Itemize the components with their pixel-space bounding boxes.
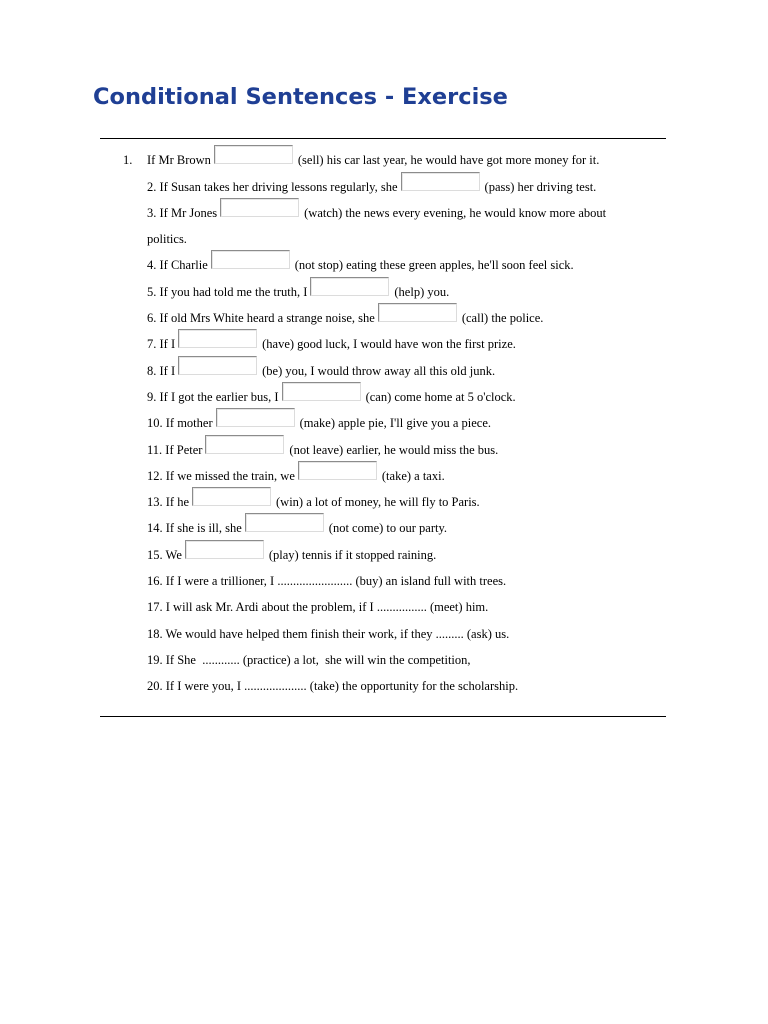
sentence-start: 15. We (147, 547, 182, 562)
sentence-end: (can) come home at 5 o'clock. (365, 389, 516, 404)
exercise-item-8 (147, 353, 662, 379)
exercise-item-9 (147, 380, 662, 406)
exercise-item-15 (147, 537, 662, 563)
answer-input-13[interactable] (192, 487, 271, 506)
sentence-start: 13. If he (147, 495, 189, 510)
answer-input-7[interactable] (178, 329, 257, 348)
page-title: Conditional Sentences - Exercise (93, 84, 508, 110)
exercise-item-5 (147, 274, 662, 300)
exercise-item-16 (147, 564, 662, 590)
sentence-start: 10. If mother (147, 416, 213, 431)
sentence-start: 14. If she is ill, she (147, 521, 242, 536)
exercise-item-17 (147, 590, 662, 616)
sentence-continuation: politics. (147, 232, 187, 247)
answer-input-1[interactable] (214, 145, 293, 164)
sentence-text: 18. We would have helped them finish their work, if they ......... (ask) us. (147, 626, 510, 641)
exercise-item-12 (147, 459, 662, 485)
exercise-item-4 (147, 248, 662, 274)
sentence-end: (sell) his car last year, he would have got more money for it. (297, 153, 600, 168)
exercise-item-7 (147, 327, 662, 353)
exercise-item-3-continuation (147, 222, 662, 248)
answer-input-11[interactable] (205, 435, 284, 454)
sentence-start: 5. If you had told me the truth, I (147, 284, 308, 299)
bottom-divider (100, 716, 666, 717)
sentence-end: (take) a taxi. (381, 468, 445, 483)
exercise-item-19 (147, 643, 662, 669)
exercise-item-11 (147, 432, 662, 458)
sentence-text: 20. If I were you, I .................... (take) the opportunity for the scholarship. (147, 679, 519, 694)
exercise-item-18 (147, 616, 662, 642)
sentence-start: 8. If I (147, 363, 176, 378)
sentence-end: (not leave) earlier, he would miss the bus. (289, 442, 499, 457)
sentence-end: (win) a lot of money, he will fly to Paris. (276, 495, 480, 510)
sentence-start: 9. If I got the earlier bus, I (147, 389, 279, 404)
sentence-start: 6. If old Mrs White heard a strange noise, she (147, 311, 375, 326)
sentence-start: 4. If Charlie (147, 258, 208, 273)
sentence-start: 11. If Peter (147, 442, 203, 457)
sentence-start: 3. If Mr Jones (147, 205, 218, 220)
answer-input-15[interactable] (185, 540, 264, 559)
sentence-end: (be) you, I would throw away all this old junk. (262, 363, 496, 378)
sentence-end: (play) tennis if it stopped raining. (268, 547, 437, 562)
answer-input-2[interactable] (401, 172, 480, 191)
sentence-end: (watch) the news every evening, he would know more about (304, 205, 607, 220)
exercise-item-14 (147, 511, 662, 537)
sentence-end: (help) you. (394, 284, 450, 299)
top-divider (100, 138, 666, 139)
sentence-start: 12. If we missed the train, we (147, 468, 295, 483)
sentence-end: (not stop) eating these green apples, he'll soon feel sick. (294, 258, 574, 273)
exercise-item-20 (147, 669, 662, 695)
sentence-text: 19. If She ............ (practice) a lot, she will win the competition, (147, 652, 471, 667)
sentence-text: 17. I will ask Mr. Ardi about the problem, if I ................ (meet) him. (147, 600, 489, 615)
answer-input-10[interactable] (216, 408, 295, 427)
answer-input-4[interactable] (211, 250, 290, 269)
sentence-end: (pass) her driving test. (484, 179, 597, 194)
answer-input-12[interactable] (298, 461, 377, 480)
exercise-item-6 (147, 301, 662, 327)
answer-input-9[interactable] (282, 382, 361, 401)
exercise-item-2 (147, 169, 662, 195)
exercise-item-13 (147, 485, 662, 511)
sentence-end: (not come) to our party. (328, 521, 448, 536)
answer-input-14[interactable] (245, 513, 324, 532)
exercise-item-1 (123, 143, 662, 169)
answer-input-8[interactable] (178, 356, 257, 375)
sentence-start: 7. If I (147, 337, 176, 352)
sentence-end: (call) the police. (461, 311, 544, 326)
sentence-end: (have) good luck, I would have won the first prize. (262, 337, 516, 352)
answer-input-3[interactable] (220, 198, 299, 217)
sentence-start: If Mr Brown (147, 153, 211, 168)
sentence-start: 2. If Susan takes her driving lessons regularly, she (147, 179, 398, 194)
exercise-item-10 (147, 406, 662, 432)
item-number: 1. (123, 153, 133, 168)
answer-input-6[interactable] (378, 303, 457, 322)
exercise-item-3 (147, 196, 662, 222)
sentence-text: 16. If I were a trillioner, I ........................ (buy) an island full with trees. (147, 574, 507, 589)
sentence-end: (make) apple pie, I'll give you a piece. (299, 416, 492, 431)
exercise-list (123, 143, 662, 695)
answer-input-5[interactable] (310, 277, 389, 296)
